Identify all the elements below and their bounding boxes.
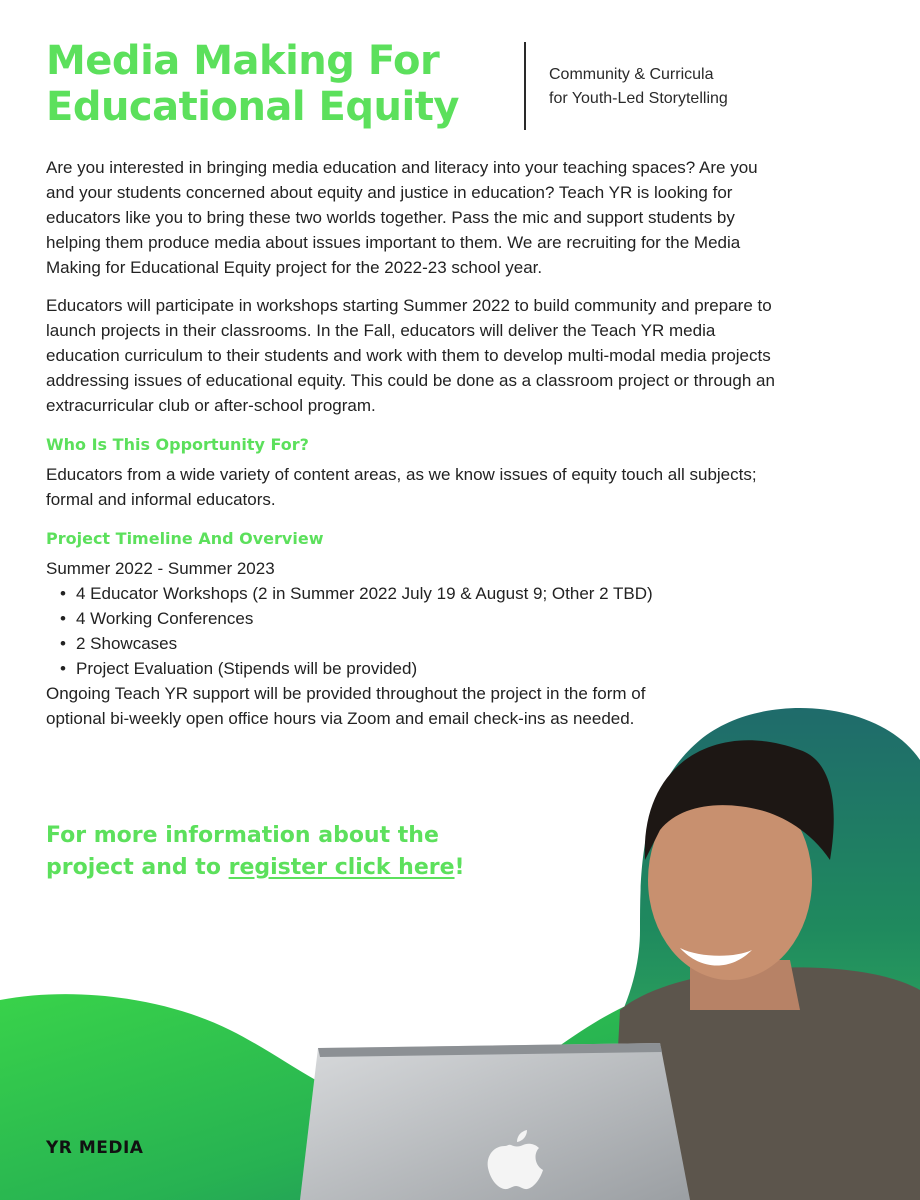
- cta-prefix: project and to: [46, 855, 229, 880]
- list-item: • 2 Showcases: [76, 631, 786, 656]
- cta-line-2: [46, 852, 465, 884]
- list-item: • Project Evaluation (Stipends will be provided): [76, 656, 786, 681]
- call-to-action: [46, 820, 465, 884]
- cta-line-1: For more information about the: [46, 823, 439, 848]
- title-line-2: Educational Equity: [46, 84, 459, 130]
- list-item: • 4 Educator Workshops (2 in Summer 2022 July 19 & August 9; Other 2 TBD): [76, 581, 786, 606]
- page-title: [46, 38, 459, 130]
- timeline-heading: Project Timeline And Overview: [46, 529, 324, 548]
- support-text: Ongoing Teach YR support will be provided throughout the project in the form of optional bi-weekly open office hours via Zoom and email check-ins as needed.: [46, 684, 646, 728]
- flyer-body: [46, 155, 786, 731]
- timeline-list: [46, 581, 786, 681]
- intro-paragraph-2: Educators will participate in workshops starting Summer 2022 to build community and prepare to launch projects in their classrooms. In the Fall, educators will deliver the Teach YR media education curriculum to their students and work with them to develop multi-modal media projects addressing issues of educational equity. This could be done as a classroom project or through an extracurricular club or after-school program.: [46, 296, 775, 415]
- register-link[interactable]: register click here: [228, 855, 455, 880]
- who-heading: Who Is This Opportunity For?: [46, 435, 309, 454]
- header-divider: [524, 42, 526, 130]
- intro-paragraph-1: Are you interested in bringing media education and literacy into your teaching spaces? Are you and your students concerned about equity and justice in education? Teach YR is looking for educators like you to bring these two worlds together. Pass the mic and support students by helping them produce media about issues important to them. We are recruiting for the Media Making for Educational Equity project for the 2022-23 school year.: [46, 158, 758, 277]
- cta-suffix: !: [454, 855, 465, 880]
- brand-logo: YR MEDIA: [46, 1138, 144, 1158]
- list-item: • 4 Working Conferences: [76, 606, 786, 631]
- subtitle-line-1: Community & Curricula: [549, 66, 714, 83]
- who-text: Educators from a wide variety of content areas, as we know issues of equity touch all subjects; formal and informal educators.: [46, 465, 757, 509]
- timeline-period: Summer 2022 - Summer 2023: [46, 559, 275, 578]
- title-line-1: Media Making For: [46, 38, 440, 84]
- subtitle-line-2: for Youth-Led Storytelling: [549, 90, 728, 107]
- page-subtitle: [549, 63, 728, 111]
- student-photo: [300, 740, 920, 1200]
